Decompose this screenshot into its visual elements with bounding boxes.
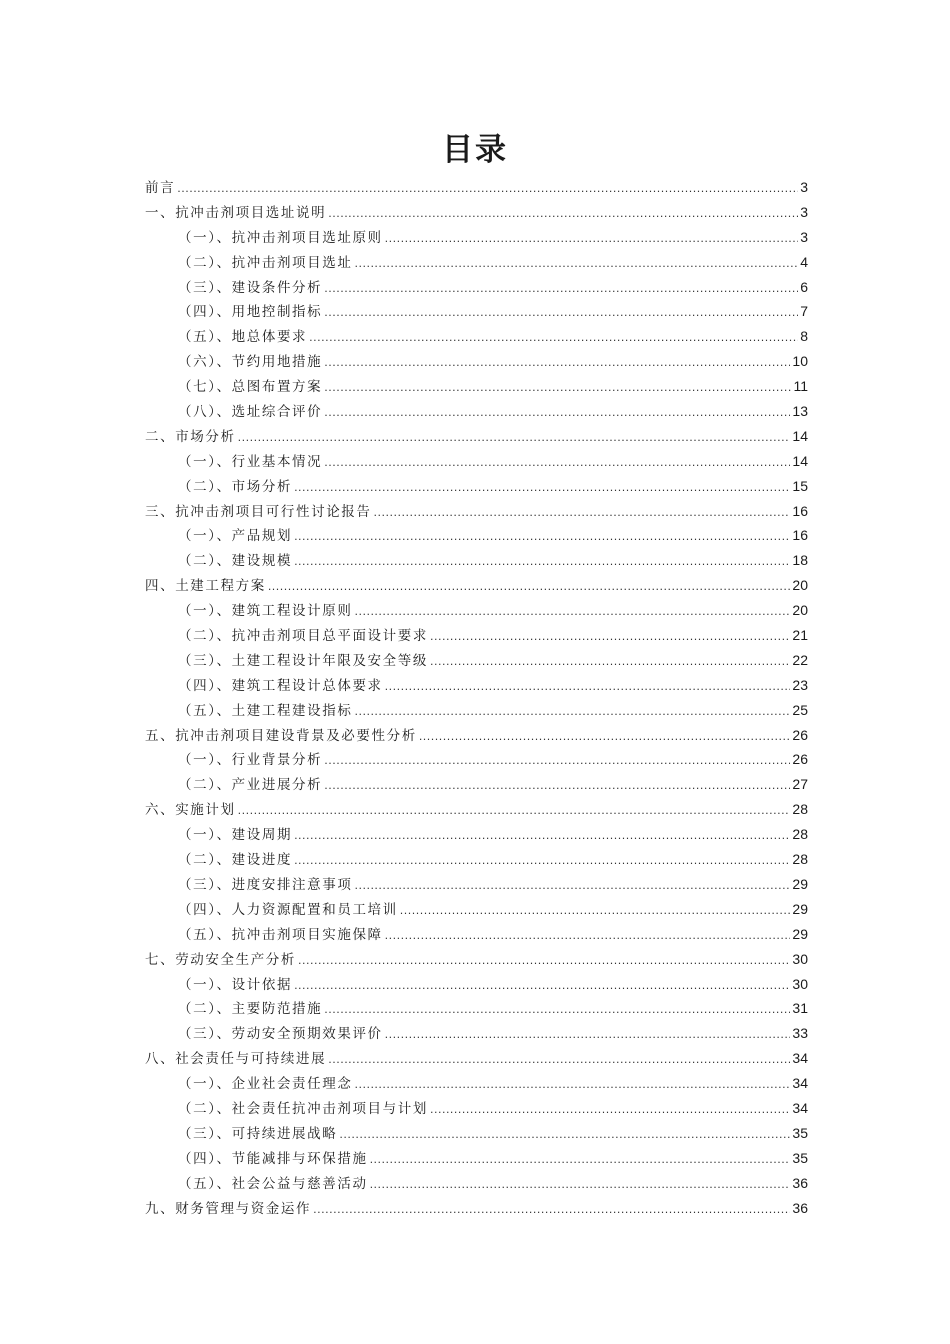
toc-page-number: 33 <box>792 1025 808 1042</box>
toc-page-number: 34 <box>792 1050 808 1067</box>
toc-entry[interactable] <box>145 474 808 499</box>
toc-dot-leader <box>385 227 799 252</box>
toc-entry[interactable] <box>145 897 808 922</box>
toc-entry[interactable] <box>145 797 808 822</box>
toc-entry[interactable] <box>145 499 808 524</box>
toc-page-number: 36 <box>792 1174 808 1191</box>
toc-entry[interactable] <box>145 449 808 474</box>
toc-entry[interactable] <box>145 747 808 772</box>
toc-page-number: 21 <box>792 627 808 644</box>
toc-entry-title: 前言 <box>145 180 176 196</box>
toc-entry[interactable] <box>145 1196 808 1221</box>
toc-dot-leader <box>324 301 798 326</box>
toc-entry-title: 四、土建工程方案 <box>145 578 266 595</box>
toc-dot-leader <box>400 899 791 924</box>
toc-dot-leader <box>177 177 798 202</box>
toc-entry-title: 三、抗冲击剂项目可行性讨论报告 <box>145 503 372 520</box>
toc-dot-leader <box>238 799 791 824</box>
toc-dot-leader <box>430 625 790 650</box>
toc-dot-leader <box>385 675 791 700</box>
toc-entry-title: （二）、社会责任抗冲击剂项目与计划 <box>178 1100 428 1117</box>
toc-page-number: 8 <box>800 328 808 345</box>
toc-dot-leader <box>324 451 790 476</box>
toc-entry[interactable] <box>145 200 808 225</box>
toc-entry-title: （三）、劳动安全预期效果评价 <box>178 1026 383 1043</box>
toc-entry-title: 五、抗冲击剂项目建设背景及必要性分析 <box>145 727 417 744</box>
toc-entry-title: 九、财务管理与资金运作 <box>145 1200 312 1217</box>
toc-page-number: 29 <box>792 875 808 892</box>
toc-dot-leader <box>419 725 791 750</box>
toc-dot-leader <box>298 949 790 974</box>
toc-dot-leader <box>354 252 798 277</box>
toc-entry-title: （一）、建筑工程设计原则 <box>178 603 353 620</box>
toc-entry-title: （一）、行业基本情况 <box>178 453 323 470</box>
toc-entry-title: （二）、市场分析 <box>178 478 293 495</box>
toc-entry-title: （五）、抗冲击剂项目实施保障 <box>178 926 383 943</box>
toc-entry-title: （二）、抗冲击剂项目总平面设计要求 <box>178 628 428 645</box>
toc-page-number: 36 <box>792 1199 808 1216</box>
toc-page-number: 34 <box>792 1075 808 1092</box>
toc-page-number: 13 <box>792 403 808 420</box>
toc-page-number: 10 <box>792 353 808 370</box>
toc-dot-leader <box>324 376 791 401</box>
toc-dot-leader <box>324 749 790 774</box>
toc-entry-title: （三）、可持续进展战略 <box>178 1125 338 1142</box>
toc-page-number: 31 <box>792 1000 808 1017</box>
toc-page-number: 35 <box>792 1149 808 1166</box>
toc-dot-leader <box>328 1048 790 1073</box>
toc-page-number: 3 <box>800 203 808 220</box>
toc-page-number: 30 <box>792 975 808 992</box>
toc-dot-leader <box>385 924 791 949</box>
toc-entry-title: 七、劳动安全生产分析 <box>145 951 296 968</box>
toc-entry-title: （一）、建设周期 <box>178 827 293 844</box>
toc-entry-title: （五）、土建工程建设指标 <box>178 702 353 719</box>
toc-page-number: 7 <box>800 303 808 320</box>
toc-dot-leader <box>339 1123 790 1148</box>
toc-entry-title: （二）、建设进度 <box>178 852 293 869</box>
toc-entry[interactable] <box>145 972 808 997</box>
toc-entry[interactable] <box>145 822 808 847</box>
toc-dot-leader <box>268 575 791 600</box>
toc-entry-title: （四）、用地控制指标 <box>178 304 323 321</box>
toc-dot-leader <box>294 974 790 999</box>
toc-page-number: 3 <box>800 179 808 195</box>
toc-entry-title: 二、市场分析 <box>145 428 236 445</box>
toc-page-number: 11 <box>793 378 808 395</box>
toc-dot-leader <box>324 998 790 1023</box>
table-of-contents <box>145 175 808 1220</box>
toc-page-number: 18 <box>792 552 808 569</box>
toc-dot-leader <box>354 1073 790 1098</box>
toc-dot-leader <box>309 326 798 351</box>
toc-dot-leader <box>324 351 790 376</box>
toc-entry[interactable] <box>145 872 808 897</box>
toc-page-number: 14 <box>792 452 808 469</box>
toc-entry[interactable] <box>145 673 808 698</box>
toc-entry[interactable] <box>145 847 808 872</box>
toc-entry-title: （七）、总图布置方案 <box>178 379 323 396</box>
toc-page-number: 23 <box>792 676 808 693</box>
toc-entry[interactable] <box>145 1021 808 1046</box>
toc-entry[interactable] <box>145 648 808 673</box>
toc-page-number: 6 <box>800 278 808 295</box>
toc-entry[interactable] <box>145 1071 808 1096</box>
toc-entry-title: （一）、企业社会责任理念 <box>178 1076 353 1093</box>
toc-entry-title: （二）、抗冲击剂项目选址 <box>178 254 353 271</box>
toc-entry-title: 八、社会责任与可持续进展 <box>145 1051 327 1068</box>
toc-entry[interactable] <box>145 772 808 797</box>
page-title: 目录 <box>442 132 508 168</box>
toc-entry-title: （一）、设计依据 <box>178 976 293 993</box>
toc-page-number: 28 <box>792 801 808 818</box>
toc-dot-leader <box>324 277 798 302</box>
toc-page-number: 30 <box>792 950 808 967</box>
toc-entry[interactable] <box>145 324 808 349</box>
toc-dot-leader <box>294 525 790 550</box>
toc-dot-leader <box>354 700 790 725</box>
toc-entry-title: （六）、节约用地措施 <box>178 354 323 371</box>
toc-entry[interactable] <box>145 349 808 374</box>
toc-dot-leader <box>313 1198 790 1223</box>
toc-entry-title: 一、抗冲击剂项目选址说明 <box>145 204 327 221</box>
toc-entry[interactable] <box>145 996 808 1021</box>
toc-page-number: 14 <box>792 427 808 444</box>
toc-entry[interactable] <box>145 225 808 250</box>
toc-entry-title: （二）、主要防范措施 <box>178 1001 323 1018</box>
toc-dot-leader <box>385 1023 791 1048</box>
toc-entry[interactable] <box>145 299 808 324</box>
toc-page-number: 16 <box>792 502 808 519</box>
toc-dot-leader <box>294 849 790 874</box>
toc-dot-leader <box>430 650 790 675</box>
toc-entry[interactable] <box>145 275 808 300</box>
toc-entry[interactable] <box>145 623 808 648</box>
toc-entry-title: （二）、产业进展分析 <box>178 777 323 794</box>
toc-entry[interactable] <box>145 723 808 748</box>
toc-entry-title: （三）、进度安排注意事项 <box>178 876 353 893</box>
toc-entry[interactable] <box>145 548 808 573</box>
toc-entry[interactable] <box>145 573 808 598</box>
toc-dot-leader <box>294 824 790 849</box>
toc-entry-title: （五）、地总体要求 <box>178 329 308 346</box>
toc-page-number: 35 <box>792 1124 808 1141</box>
toc-page-number: 28 <box>792 851 808 868</box>
toc-entry[interactable] <box>145 598 808 623</box>
toc-page-number: 4 <box>800 253 808 270</box>
toc-entry[interactable] <box>145 250 808 275</box>
toc-entry[interactable] <box>145 424 808 449</box>
toc-entry[interactable] <box>145 1121 808 1146</box>
toc-page-number: 25 <box>792 701 808 718</box>
toc-dot-leader <box>328 202 798 227</box>
toc-dot-leader <box>354 600 790 625</box>
toc-page-number: 29 <box>792 900 808 917</box>
toc-entry-title: （一）、抗冲击剂项目选址原则 <box>178 229 383 246</box>
toc-page-number: 20 <box>792 602 808 619</box>
toc-dot-leader <box>294 550 790 575</box>
toc-dot-leader <box>294 476 790 501</box>
toc-entry-title: （一）、产品规划 <box>178 528 293 545</box>
toc-dot-leader <box>238 426 791 451</box>
toc-entry[interactable] <box>145 374 808 399</box>
toc-entry-title: （四）、节能减排与环保措施 <box>178 1150 368 1167</box>
toc-entry-title: （五）、社会公益与慈善活动 <box>178 1175 368 1192</box>
toc-entry[interactable] <box>145 175 808 200</box>
toc-entry-title: （八）、选址综合评价 <box>178 404 323 421</box>
toc-entry-title: （三）、土建工程设计年限及安全等级 <box>178 652 428 669</box>
toc-entry-title: （四）、建筑工程设计总体要求 <box>178 677 383 694</box>
toc-entry[interactable] <box>145 698 808 723</box>
toc-dot-leader <box>430 1098 790 1123</box>
toc-entry[interactable] <box>145 399 808 424</box>
toc-page-number: 27 <box>792 776 808 793</box>
toc-entry[interactable] <box>145 1146 808 1171</box>
toc-entry-title: 六、实施计划 <box>145 802 236 819</box>
toc-entry-title: （三）、建设条件分析 <box>178 279 323 296</box>
toc-dot-leader <box>324 401 790 426</box>
toc-dot-leader <box>354 874 790 899</box>
toc-dot-leader <box>374 501 791 526</box>
toc-entry[interactable] <box>145 1096 808 1121</box>
toc-page-number: 34 <box>792 1099 808 1116</box>
toc-dot-leader <box>370 1173 791 1198</box>
toc-page-number: 22 <box>792 651 808 668</box>
toc-entry[interactable] <box>145 947 808 972</box>
toc-page-number: 16 <box>792 527 808 544</box>
toc-page-number: 15 <box>792 477 808 494</box>
toc-entry-title: （四）、人力资源配置和员工培训 <box>178 901 398 918</box>
toc-page-number: 26 <box>792 751 808 768</box>
toc-page-number: 3 <box>800 228 808 245</box>
toc-page-number: 26 <box>792 726 808 743</box>
toc-dot-leader <box>370 1148 791 1173</box>
toc-entry[interactable] <box>145 1046 808 1071</box>
toc-page-number: 28 <box>792 826 808 843</box>
toc-page-number: 20 <box>792 577 808 594</box>
toc-entry[interactable] <box>145 523 808 548</box>
toc-entry[interactable] <box>145 1171 808 1196</box>
toc-entry-title: （二）、建设规模 <box>178 553 293 570</box>
toc-dot-leader <box>324 774 790 799</box>
toc-page-number: 29 <box>792 925 808 942</box>
toc-entry-title: （一）、行业背景分析 <box>178 752 323 769</box>
toc-entry[interactable] <box>145 922 808 947</box>
